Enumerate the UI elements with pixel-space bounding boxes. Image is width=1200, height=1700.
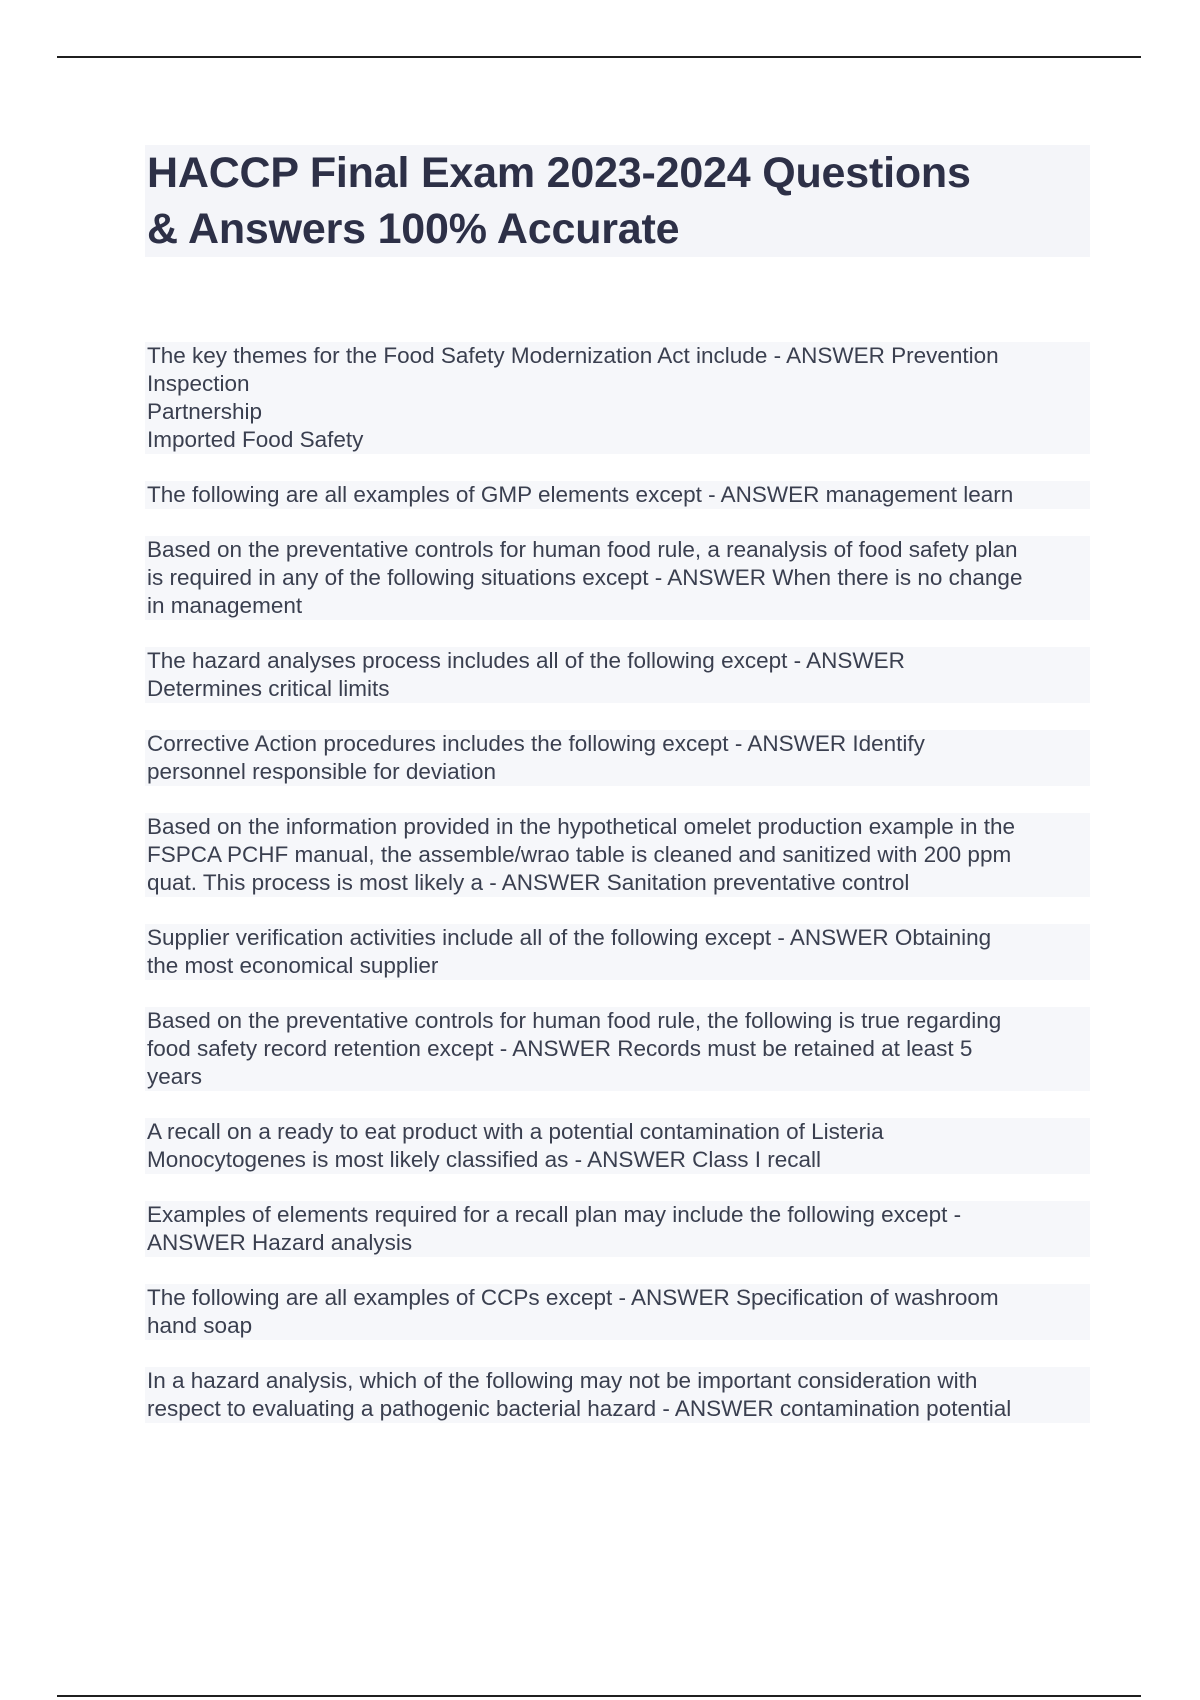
qa-item bbox=[145, 647, 1090, 703]
qa-line: is required in any of the following situations except - ANSWER When there is no change bbox=[147, 565, 1023, 590]
qa-item bbox=[145, 730, 1090, 786]
qa-line: in management bbox=[147, 593, 303, 618]
document-body bbox=[145, 145, 1090, 1450]
qa-line: quat. This process is most likely a - ANSWER Sanitation preventative control bbox=[147, 870, 910, 895]
bottom-rule bbox=[57, 1695, 1141, 1697]
title-line: & Answers 100% Accurate bbox=[147, 205, 680, 253]
top-rule bbox=[57, 56, 1141, 58]
title-line: HACCP Final Exam 2023-2024 Questions bbox=[147, 149, 971, 197]
qa-line: In a hazard analysis, which of the following may not be important consideration with bbox=[147, 1368, 978, 1393]
qa-item bbox=[145, 1367, 1090, 1423]
qa-item bbox=[145, 1007, 1090, 1091]
qa-list bbox=[145, 342, 1090, 1423]
qa-line: Based on the information provided in the hypothetical omelet production example in the bbox=[147, 814, 1016, 839]
qa-line: the most economical supplier bbox=[147, 953, 439, 978]
qa-item bbox=[145, 536, 1090, 620]
qa-item bbox=[145, 924, 1090, 980]
qa-item bbox=[145, 342, 1090, 454]
qa-item bbox=[145, 481, 1090, 509]
qa-line: FSPCA PCHF manual, the assemble/wrao table is cleaned and sanitized with 200 ppm bbox=[147, 842, 1012, 867]
document-title bbox=[145, 145, 1090, 257]
qa-line: years bbox=[147, 1064, 203, 1089]
qa-line: The following are all examples of GMP elements except - ANSWER management learn bbox=[147, 482, 1014, 507]
qa-line: Based on the preventative controls for human food rule, a reanalysis of food safety plan bbox=[147, 537, 1018, 562]
qa-line: Determines critical limits bbox=[147, 676, 390, 701]
qa-line: Inspection bbox=[147, 371, 250, 396]
qa-line: Imported Food Safety bbox=[147, 427, 364, 452]
qa-line: ANSWER Hazard analysis bbox=[147, 1230, 413, 1255]
qa-item bbox=[145, 1201, 1090, 1257]
qa-item bbox=[145, 1118, 1090, 1174]
qa-line: Examples of elements required for a recall plan may include the following except - bbox=[147, 1202, 962, 1227]
qa-line: The hazard analyses process includes all of the following except - ANSWER bbox=[147, 648, 905, 673]
qa-line: Partnership bbox=[147, 399, 263, 424]
qa-line: Based on the preventative controls for human food rule, the following is true regarding bbox=[147, 1008, 1002, 1033]
qa-line: respect to evaluating a pathogenic bacterial hazard - ANSWER contamination potential bbox=[147, 1396, 1012, 1421]
qa-line: Supplier verification activities include all of the following except - ANSWER Obtaining bbox=[147, 925, 992, 950]
qa-line: Monocytogenes is most likely classified as - ANSWER Class I recall bbox=[147, 1147, 821, 1172]
qa-item bbox=[145, 813, 1090, 897]
qa-line: The following are all examples of CCPs except - ANSWER Specification of washroom bbox=[147, 1285, 999, 1310]
qa-line: personnel responsible for deviation bbox=[147, 759, 496, 784]
qa-line: A recall on a ready to eat product with a potential contamination of Listeria bbox=[147, 1119, 884, 1144]
qa-item bbox=[145, 1284, 1090, 1340]
qa-line: The key themes for the Food Safety Modernization Act include - ANSWER Prevention bbox=[147, 343, 999, 368]
qa-line: hand soap bbox=[147, 1313, 253, 1338]
qa-line: food safety record retention except - ANSWER Records must be retained at least 5 bbox=[147, 1036, 973, 1061]
qa-line: Corrective Action procedures includes the following except - ANSWER Identify bbox=[147, 731, 925, 756]
